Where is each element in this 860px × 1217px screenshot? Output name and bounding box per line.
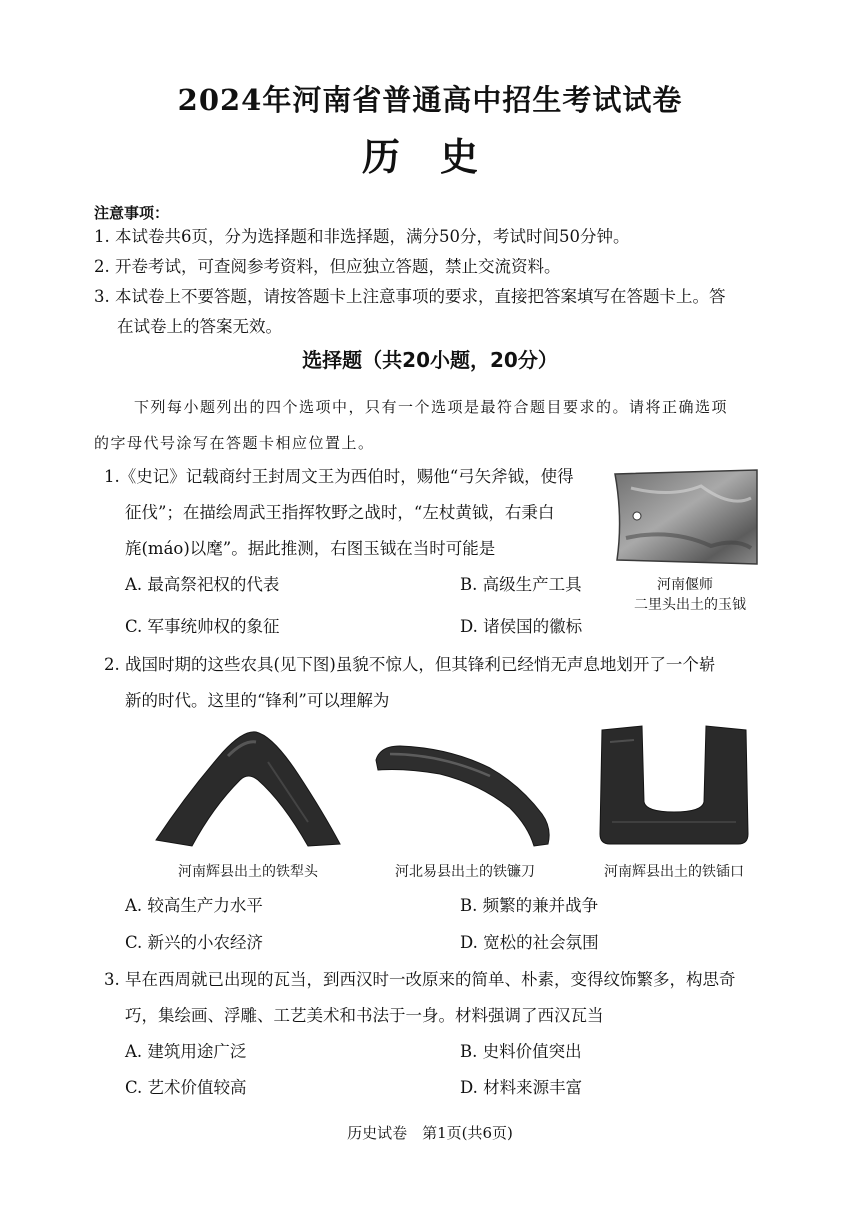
q3-line-1: 3. 早在西周就已出现的瓦当，到西汉时一改原来的简单、朴素，变得纹饰繁多，构思奇 — [104, 970, 736, 989]
notice-item-2: 2. 开卷考试，可查阅参考资料，但应独立答题，禁止交流资料。 — [94, 257, 561, 276]
q2-caption-spade: 河南辉县出土的铁锸口 — [604, 864, 744, 880]
q2-line-2: 新的时代。这里的“锋利”可以理解为 — [125, 691, 390, 710]
q2-option-a[interactable]: A. 较高生产力水平 — [125, 896, 263, 915]
q2-line-1: 2. 战国时期的这些农具(见下图)虽貌不惊人，但其锋利已经悄无声息地划开了一个崭 — [104, 655, 716, 674]
q3-option-d[interactable]: D. 材料来源丰富 — [460, 1078, 583, 1097]
q3-option-b[interactable]: B. 史料价值突出 — [460, 1042, 582, 1061]
q2-caption-sickle: 河北易县出土的铁镰刀 — [395, 864, 535, 880]
q1-option-d[interactable]: D. 诸侯国的徽标 — [460, 617, 583, 636]
q2-option-d[interactable]: D. 宽松的社会氛围 — [460, 933, 599, 952]
section-instruction-2: 的字母代号涂写在答题卡相应位置上。 — [94, 434, 375, 452]
q1-line-3: 旄(máo)以麾”。据此推测，右图玉钺在当时可能是 — [125, 539, 496, 558]
q1-option-a[interactable]: A. 最高祭祀权的代表 — [125, 575, 280, 594]
section-instruction-1: 下列每小题列出的四个选项中，只有一个选项是最符合题目要求的。请将正确选项 — [134, 398, 729, 416]
notice-item-3: 3. 本试卷上不要答题，请按答题卡上注意事项的要求，直接把答案填写在答题卡上。答 — [94, 287, 726, 306]
q2-caption-plowshare: 河南辉县出土的铁犁头 — [178, 864, 318, 880]
q1-line-2: 征伐”；在描绘周武王指挥牧野之战时，“左杖黄钺，右秉白 — [125, 503, 555, 522]
q2-option-c[interactable]: C. 新兴的小农经济 — [125, 933, 264, 952]
q3-line-2: 巧，集绘画、浮雕、工艺美术和书法于一身。材料强调了西汉瓦当 — [125, 1006, 604, 1025]
notice-item-3-cont: 在试卷上的答案无效。 — [117, 317, 282, 336]
iron-plowshare-image — [148, 722, 348, 852]
q1-image-caption-1: 河南偃师 — [657, 577, 713, 593]
notice-item-1: 1. 本试卷共6页，分为选择题和非选择题，满分50分，考试时间50分钟。 — [94, 227, 630, 246]
page-footer: 历史试卷 第1页(共6页) — [347, 1124, 513, 1142]
q3-option-c[interactable]: C. 艺术价值较高 — [125, 1078, 247, 1097]
q3-option-a[interactable]: A. 建筑用途广泛 — [125, 1042, 247, 1061]
subject-title: 历史 — [361, 134, 518, 179]
iron-sickle-image — [370, 740, 560, 850]
q1-image-caption-2: 二里头出土的玉钺 — [634, 597, 746, 613]
section-title: 选择题（共20小题，20分） — [302, 348, 558, 372]
iron-spade-image — [598, 722, 750, 848]
notice-heading: 注意事项： — [94, 204, 170, 222]
q1-option-c[interactable]: C. 军事统帅权的象征 — [125, 617, 280, 636]
q2-option-b[interactable]: B. 频繁的兼并战争 — [460, 896, 599, 915]
exam-title: 2024年河南省普通高中招生考试试卷 — [177, 83, 683, 117]
jade-yue-image — [611, 468, 759, 566]
q1-line-1: 1.《史记》记载商纣王封周文王为西伯时，赐他“弓矢斧钺，使得 — [104, 467, 574, 486]
q1-option-b[interactable]: B. 高级生产工具 — [460, 575, 582, 594]
